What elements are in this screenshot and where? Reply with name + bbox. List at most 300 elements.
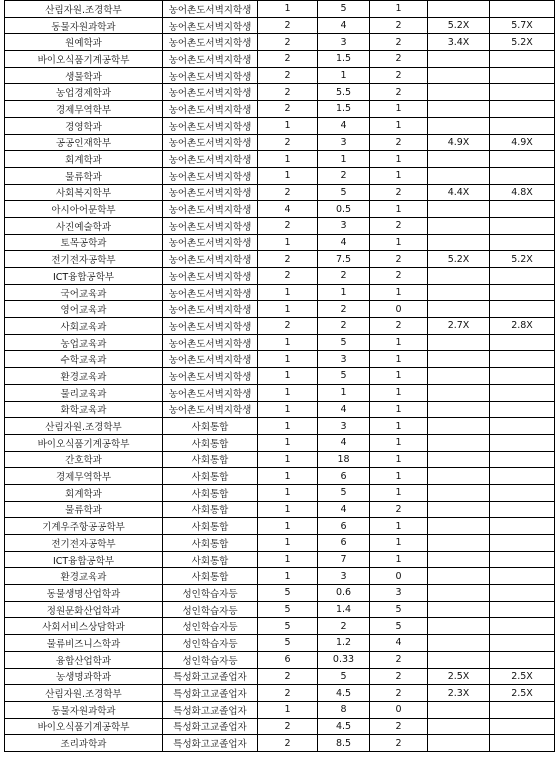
table-row	[5, 51, 555, 68]
department-cell: 수학교육과	[5, 351, 163, 368]
ratio-b-cell	[490, 535, 555, 552]
value-c-cell: 2	[370, 134, 428, 151]
department-cell: 경제무역학부	[5, 101, 163, 118]
value-c-cell: 2	[370, 67, 428, 84]
table-row	[5, 167, 555, 184]
department-cell: 물리교육과	[5, 384, 163, 401]
value-b-cell: 3	[318, 351, 370, 368]
admission-type-cell: 농어촌도서벽지학생	[163, 384, 258, 401]
value-b-cell: 4	[318, 17, 370, 34]
value-c-cell: 2	[370, 251, 428, 268]
ratio-a-cell: 4.9X	[428, 134, 490, 151]
table-row	[5, 117, 555, 134]
value-a-cell: 1	[258, 551, 318, 568]
ratio-b-cell	[490, 451, 555, 468]
value-a-cell: 4	[258, 201, 318, 218]
value-b-cell: 8	[318, 701, 370, 718]
table-row	[5, 484, 555, 501]
value-a-cell: 1	[258, 401, 318, 418]
ratio-a-cell	[428, 434, 490, 451]
ratio-a-cell	[428, 718, 490, 735]
ratio-b-cell	[490, 1, 555, 18]
value-b-cell: 4	[318, 501, 370, 518]
value-c-cell: 0	[370, 568, 428, 585]
value-a-cell: 1	[258, 1, 318, 18]
department-cell: 물류학과	[5, 501, 163, 518]
department-cell: 사진예술학과	[5, 217, 163, 234]
ratio-a-cell	[428, 518, 490, 535]
value-a-cell: 2	[258, 318, 318, 335]
ratio-b-cell	[490, 268, 555, 285]
value-a-cell: 1	[258, 301, 318, 318]
ratio-b-cell	[490, 234, 555, 251]
value-b-cell: 5	[318, 368, 370, 385]
ratio-b-cell	[490, 201, 555, 218]
admission-type-cell: 농어촌도서벽지학생	[163, 351, 258, 368]
department-cell: 회계학과	[5, 484, 163, 501]
department-cell: ICT융합공학부	[5, 268, 163, 285]
department-cell: 동물자원과학과	[5, 17, 163, 34]
admission-type-cell: 농어촌도서벽지학생	[163, 268, 258, 285]
admission-type-cell: 농어촌도서벽지학생	[163, 318, 258, 335]
table-row	[5, 234, 555, 251]
table-row	[5, 67, 555, 84]
ratio-b-cell	[490, 351, 555, 368]
admission-type-cell: 농어촌도서벽지학생	[163, 134, 258, 151]
admission-type-cell: 농어촌도서벽지학생	[163, 251, 258, 268]
ratio-a-cell	[428, 351, 490, 368]
value-b-cell: 0.5	[318, 201, 370, 218]
table-row	[5, 418, 555, 435]
ratio-a-cell	[428, 468, 490, 485]
ratio-a-cell	[428, 117, 490, 134]
table-row	[5, 635, 555, 652]
ratio-b-cell	[490, 468, 555, 485]
value-a-cell: 1	[258, 468, 318, 485]
value-b-cell: 18	[318, 451, 370, 468]
table-row	[5, 1, 555, 18]
table-row	[5, 468, 555, 485]
ratio-a-cell: 2.3X	[428, 685, 490, 702]
value-c-cell: 3	[370, 585, 428, 602]
ratio-b-cell	[490, 101, 555, 118]
ratio-b-cell	[490, 384, 555, 401]
table-row	[5, 284, 555, 301]
ratio-a-cell	[428, 501, 490, 518]
value-a-cell: 1	[258, 234, 318, 251]
ratio-a-cell	[428, 151, 490, 168]
value-b-cell: 1.5	[318, 51, 370, 68]
value-a-cell: 2	[258, 217, 318, 234]
value-b-cell: 3	[318, 34, 370, 51]
value-b-cell: 1	[318, 151, 370, 168]
value-c-cell: 5	[370, 618, 428, 635]
ratio-a-cell	[428, 551, 490, 568]
value-b-cell: 4	[318, 234, 370, 251]
admission-type-cell: 사회통합	[163, 468, 258, 485]
ratio-b-cell	[490, 585, 555, 602]
ratio-b-cell: 5.2X	[490, 34, 555, 51]
value-a-cell: 2	[258, 17, 318, 34]
department-cell: 조리과학과	[5, 735, 163, 752]
admission-type-cell: 농어촌도서벽지학생	[163, 1, 258, 18]
table-row	[5, 268, 555, 285]
value-c-cell: 1	[370, 418, 428, 435]
ratio-a-cell	[428, 101, 490, 118]
department-cell: 경제무역학부	[5, 468, 163, 485]
value-b-cell: 4	[318, 117, 370, 134]
admission-type-cell: 사회통합	[163, 535, 258, 552]
value-b-cell: 1.4	[318, 601, 370, 618]
ratio-b-cell: 5.2X	[490, 251, 555, 268]
ratio-a-cell: 2.7X	[428, 318, 490, 335]
ratio-a-cell	[428, 301, 490, 318]
department-cell: 전기전자공학부	[5, 251, 163, 268]
admission-type-cell: 농어촌도서벽지학생	[163, 151, 258, 168]
value-a-cell: 1	[258, 518, 318, 535]
ratio-a-cell	[428, 368, 490, 385]
ratio-a-cell	[428, 585, 490, 602]
ratio-a-cell	[428, 167, 490, 184]
ratio-a-cell	[428, 701, 490, 718]
department-cell: 환경교육과	[5, 568, 163, 585]
ratio-a-cell	[428, 201, 490, 218]
value-b-cell: 3	[318, 217, 370, 234]
value-b-cell: 3	[318, 134, 370, 151]
value-c-cell: 1	[370, 284, 428, 301]
admission-type-cell: 특성화고교졸업자	[163, 668, 258, 685]
value-b-cell: 6	[318, 518, 370, 535]
ratio-a-cell	[428, 217, 490, 234]
table-row	[5, 585, 555, 602]
value-c-cell: 1	[370, 518, 428, 535]
ratio-a-cell: 5.2X	[428, 251, 490, 268]
table-row	[5, 251, 555, 268]
value-a-cell: 2	[258, 84, 318, 101]
value-b-cell: 2	[318, 618, 370, 635]
department-cell: 국어교육과	[5, 284, 163, 301]
admission-type-cell: 농어촌도서벽지학생	[163, 201, 258, 218]
admission-type-cell: 특성화고교졸업자	[163, 685, 258, 702]
ratio-b-cell: 2.5X	[490, 668, 555, 685]
value-c-cell: 5	[370, 601, 428, 618]
value-a-cell: 1	[258, 418, 318, 435]
admission-type-cell: 사회통합	[163, 501, 258, 518]
ratio-a-cell	[428, 451, 490, 468]
department-cell: 환경교육과	[5, 368, 163, 385]
department-cell: 산림자원.조경학부	[5, 1, 163, 18]
table-row	[5, 434, 555, 451]
value-c-cell: 1	[370, 334, 428, 351]
department-cell: 바이오식품기계공학부	[5, 51, 163, 68]
value-b-cell: 1	[318, 384, 370, 401]
table-row	[5, 518, 555, 535]
value-c-cell: 1	[370, 484, 428, 501]
admission-type-cell: 농어촌도서벽지학생	[163, 67, 258, 84]
ratio-a-cell	[428, 234, 490, 251]
value-c-cell: 1	[370, 535, 428, 552]
table-row	[5, 134, 555, 151]
ratio-a-cell	[428, 418, 490, 435]
admission-type-cell: 농어촌도서벽지학생	[163, 17, 258, 34]
ratio-b-cell: 5.7X	[490, 17, 555, 34]
value-b-cell: 4	[318, 434, 370, 451]
admission-type-cell: 농어촌도서벽지학생	[163, 368, 258, 385]
table-row	[5, 84, 555, 101]
table-row	[5, 668, 555, 685]
table-row	[5, 685, 555, 702]
value-c-cell: 0	[370, 301, 428, 318]
ratio-b-cell	[490, 618, 555, 635]
ratio-a-cell: 3.4X	[428, 34, 490, 51]
value-c-cell: 1	[370, 451, 428, 468]
table-row	[5, 201, 555, 218]
department-cell: 기계우주항공공학부	[5, 518, 163, 535]
value-c-cell: 1	[370, 201, 428, 218]
ratio-b-cell: 2.5X	[490, 685, 555, 702]
department-cell: 화학교육과	[5, 401, 163, 418]
table-row	[5, 34, 555, 51]
value-b-cell: 2	[318, 318, 370, 335]
admission-type-cell: 농어촌도서벽지학생	[163, 284, 258, 301]
value-a-cell: 5	[258, 618, 318, 635]
department-cell: 사회복지학부	[5, 184, 163, 201]
table-row	[5, 368, 555, 385]
ratio-b-cell	[490, 151, 555, 168]
admission-type-cell: 농어촌도서벽지학생	[163, 117, 258, 134]
department-cell: 동물자원과학과	[5, 701, 163, 718]
table-row	[5, 351, 555, 368]
department-cell: 산림자원.조경학부	[5, 685, 163, 702]
value-a-cell: 2	[258, 34, 318, 51]
value-c-cell: 1	[370, 234, 428, 251]
value-b-cell: 2	[318, 268, 370, 285]
admission-type-cell: 농어촌도서벽지학생	[163, 101, 258, 118]
ratio-b-cell	[490, 217, 555, 234]
table-row	[5, 334, 555, 351]
ratio-b-cell	[490, 701, 555, 718]
ratio-b-cell	[490, 67, 555, 84]
department-cell: 사회교육과	[5, 318, 163, 335]
value-b-cell: 7	[318, 551, 370, 568]
table-row	[5, 17, 555, 34]
value-b-cell: 3	[318, 568, 370, 585]
value-b-cell: 1	[318, 284, 370, 301]
department-cell: 회계학과	[5, 151, 163, 168]
department-cell: 생물학과	[5, 67, 163, 84]
ratio-b-cell	[490, 735, 555, 752]
admission-type-cell: 성인학습자등	[163, 635, 258, 652]
department-cell: 영어교육과	[5, 301, 163, 318]
table-row	[5, 301, 555, 318]
ratio-b-cell: 2.8X	[490, 318, 555, 335]
department-cell: 정원문화산업학과	[5, 601, 163, 618]
table-row	[5, 318, 555, 335]
value-c-cell: 1	[370, 368, 428, 385]
department-cell: 토목공학과	[5, 234, 163, 251]
ratio-b-cell	[490, 434, 555, 451]
ratio-a-cell	[428, 618, 490, 635]
admission-type-cell: 농어촌도서벽지학생	[163, 334, 258, 351]
table-row	[5, 501, 555, 518]
admission-type-cell: 농어촌도서벽지학생	[163, 301, 258, 318]
ratio-b-cell	[490, 418, 555, 435]
ratio-b-cell	[490, 117, 555, 134]
ratio-a-cell	[428, 384, 490, 401]
value-a-cell: 1	[258, 384, 318, 401]
value-a-cell: 2	[258, 735, 318, 752]
value-a-cell: 2	[258, 268, 318, 285]
value-c-cell: 1	[370, 1, 428, 18]
table-row	[5, 151, 555, 168]
value-a-cell: 2	[258, 251, 318, 268]
table-row	[5, 217, 555, 234]
value-b-cell: 3	[318, 418, 370, 435]
value-b-cell: 5	[318, 334, 370, 351]
value-b-cell: 1	[318, 67, 370, 84]
department-cell: 경영학과	[5, 117, 163, 134]
value-a-cell: 5	[258, 601, 318, 618]
value-c-cell: 2	[370, 718, 428, 735]
table-row	[5, 701, 555, 718]
value-b-cell: 2	[318, 167, 370, 184]
ratio-a-cell	[428, 67, 490, 84]
department-cell: 물류비즈니스학과	[5, 635, 163, 652]
value-b-cell: 1.5	[318, 101, 370, 118]
value-c-cell: 2	[370, 268, 428, 285]
ratio-b-cell	[490, 401, 555, 418]
value-a-cell: 2	[258, 134, 318, 151]
value-c-cell: 2	[370, 184, 428, 201]
value-c-cell: 2	[370, 217, 428, 234]
department-cell: 간호학과	[5, 451, 163, 468]
ratio-b-cell	[490, 518, 555, 535]
value-b-cell: 5	[318, 184, 370, 201]
value-b-cell: 0.6	[318, 585, 370, 602]
ratio-b-cell	[490, 167, 555, 184]
value-a-cell: 6	[258, 651, 318, 668]
value-c-cell: 1	[370, 401, 428, 418]
admission-type-cell: 사회통합	[163, 484, 258, 501]
admission-type-cell: 성인학습자등	[163, 618, 258, 635]
ratio-a-cell: 5.2X	[428, 17, 490, 34]
value-c-cell: 2	[370, 84, 428, 101]
value-b-cell: 4.5	[318, 718, 370, 735]
value-b-cell: 5.5	[318, 84, 370, 101]
admission-type-cell: 농어촌도서벽지학생	[163, 167, 258, 184]
ratio-a-cell	[428, 284, 490, 301]
ratio-a-cell	[428, 484, 490, 501]
value-a-cell: 1	[258, 568, 318, 585]
table-row	[5, 551, 555, 568]
ratio-b-cell	[490, 601, 555, 618]
department-cell: 농생명과학과	[5, 668, 163, 685]
value-c-cell: 1	[370, 117, 428, 134]
admission-type-cell: 농어촌도서벽지학생	[163, 234, 258, 251]
table-row	[5, 601, 555, 618]
department-cell: 바이오식품기계공학부	[5, 718, 163, 735]
value-a-cell: 1	[258, 701, 318, 718]
ratio-b-cell	[490, 334, 555, 351]
ratio-a-cell: 4.4X	[428, 184, 490, 201]
value-a-cell: 1	[258, 284, 318, 301]
ratio-b-cell	[490, 568, 555, 585]
value-a-cell: 1	[258, 117, 318, 134]
value-c-cell: 2	[370, 318, 428, 335]
admission-type-cell: 사회통합	[163, 551, 258, 568]
admission-type-cell: 사회통합	[163, 518, 258, 535]
value-b-cell: 2	[318, 301, 370, 318]
table-body	[5, 1, 555, 752]
value-b-cell: 4.5	[318, 685, 370, 702]
ratio-a-cell	[428, 601, 490, 618]
value-c-cell: 1	[370, 351, 428, 368]
table-row	[5, 735, 555, 752]
department-cell: 물류학과	[5, 167, 163, 184]
value-c-cell: 2	[370, 668, 428, 685]
ratio-b-cell	[490, 301, 555, 318]
admission-type-cell: 농어촌도서벽지학생	[163, 217, 258, 234]
ratio-a-cell	[428, 1, 490, 18]
value-a-cell: 2	[258, 101, 318, 118]
value-c-cell: 1	[370, 434, 428, 451]
admission-type-cell: 사회통합	[163, 451, 258, 468]
admission-type-cell: 특성화고교졸업자	[163, 701, 258, 718]
value-b-cell: 5	[318, 668, 370, 685]
value-b-cell: 8.5	[318, 735, 370, 752]
ratio-b-cell	[490, 651, 555, 668]
ratio-b-cell	[490, 84, 555, 101]
value-b-cell: 6	[318, 535, 370, 552]
department-cell: 산림자원.조경학부	[5, 418, 163, 435]
value-b-cell: 7.5	[318, 251, 370, 268]
value-b-cell: 5	[318, 1, 370, 18]
ratio-b-cell	[490, 484, 555, 501]
value-a-cell: 1	[258, 368, 318, 385]
value-a-cell: 1	[258, 451, 318, 468]
value-b-cell: 0.33	[318, 651, 370, 668]
admission-type-cell: 농어촌도서벽지학생	[163, 84, 258, 101]
value-b-cell: 1.2	[318, 635, 370, 652]
ratio-a-cell	[428, 84, 490, 101]
ratio-a-cell	[428, 635, 490, 652]
table-row	[5, 718, 555, 735]
value-c-cell: 4	[370, 635, 428, 652]
ratio-b-cell	[490, 718, 555, 735]
value-a-cell: 1	[258, 535, 318, 552]
admission-type-cell: 성인학습자등	[163, 601, 258, 618]
value-a-cell: 1	[258, 484, 318, 501]
table-row	[5, 101, 555, 118]
department-cell: 융합산업학과	[5, 651, 163, 668]
value-c-cell: 2	[370, 685, 428, 702]
value-c-cell: 2	[370, 501, 428, 518]
ratio-a-cell	[428, 401, 490, 418]
value-a-cell: 2	[258, 668, 318, 685]
admission-type-cell: 농어촌도서벽지학생	[163, 184, 258, 201]
ratio-b-cell	[490, 501, 555, 518]
value-c-cell: 2	[370, 17, 428, 34]
department-cell: 공공인재학부	[5, 134, 163, 151]
value-a-cell: 2	[258, 718, 318, 735]
admission-type-cell: 사회통합	[163, 434, 258, 451]
value-a-cell: 1	[258, 167, 318, 184]
admission-type-cell: 특성화고교졸업자	[163, 735, 258, 752]
value-a-cell: 5	[258, 585, 318, 602]
table-row	[5, 568, 555, 585]
department-cell: 동물생명산업학과	[5, 585, 163, 602]
ratio-a-cell	[428, 535, 490, 552]
